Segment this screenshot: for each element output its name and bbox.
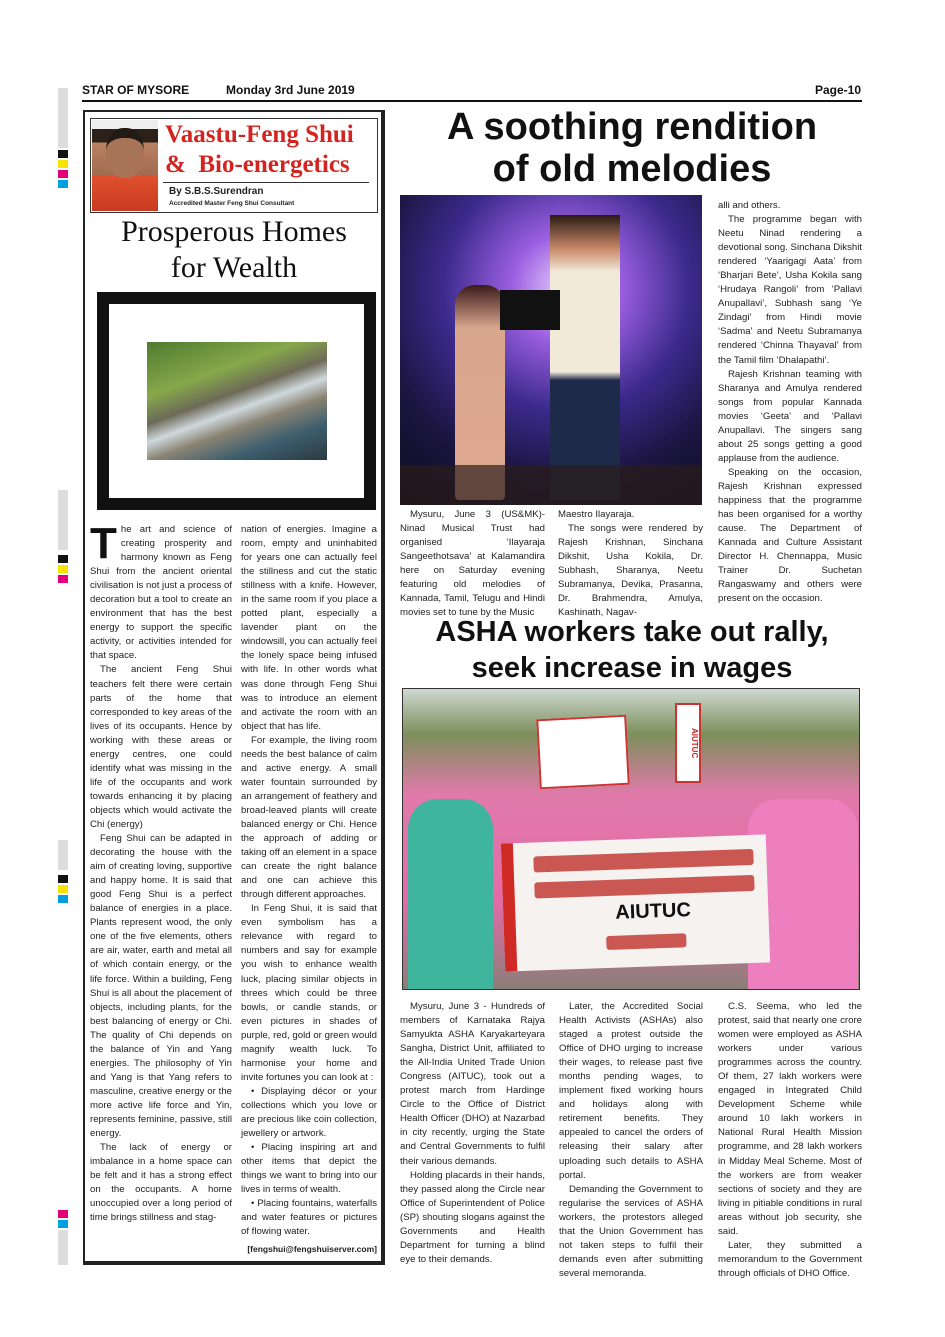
stage-floor	[400, 465, 702, 505]
asha-col3	[718, 1000, 862, 1281]
asha-headline	[390, 614, 874, 686]
headline-line: of old melodies	[492, 148, 772, 190]
byline: By S.B.S.Surendran	[169, 186, 264, 197]
paragraph: The songs were rendered by Rajesh Krishnan, Sinchana Dikshit, Usha Kokila, Dr. Subhash, Sharanya, Neetu Subramanya, Devika, Prasanna, Dr. Brahmendra, Amulya, Kashinath, Nagav-	[558, 523, 703, 619]
paragraph: nation of energies. Imagine a room, empty and uninhabited for years one can actually feel the stillness and cut the static stillness with a knife. However, in the same room if you place a potted plant, especially a lavender plant on the windowsill, you can actually feel the lonely space being infused with life. In other words what was done through Feng Shui was to introduce an element and activate the room with an object that has life.	[241, 524, 377, 732]
registration-mark	[58, 170, 68, 178]
melodies-col1	[400, 508, 545, 620]
singer-male	[550, 215, 620, 500]
masthead-rule	[82, 100, 862, 102]
paragraph: For example, the living room needs the best balance of calm and active energy. A small water fountain surrounded by an arrangement of feathery and broad-leaved plants will create balanced energy or Chi. Hence the approach of adding or taking off an element in a space can create the right balance and one can achieve this through different approaches.	[241, 734, 377, 901]
paragraph: The lack of energy or imbalance in a home space can be felt and it has a strong effect on the occupants. A home unoccupied over a long period of time brings stillness and stag-	[90, 1142, 232, 1224]
registration-bar	[58, 490, 68, 550]
paragraph: Holding placards in their hands, they passed along the Circle near Office of Superintendent of Police (SP) shouting slogans against the Governments and Health Department for turning a blind eye to their demands.	[400, 1169, 545, 1265]
paragraph: Mysuru, June 3 (US&MK)- Ninad Musical Trust had organised ‘Ilayaraja Sangeethotsava’ at Kalamandira here on Saturday evening featuring old melodies of Kannada, Tamil, Telugu and Hindi movies set to tune by the Music	[400, 509, 545, 619]
registration-bar	[58, 1230, 68, 1265]
banner-aiutuc: AIUTUC	[614, 899, 692, 924]
fengshui-headline	[88, 214, 380, 286]
registration-mark	[58, 1220, 68, 1228]
fengshui-col1	[90, 519, 232, 1225]
drop-cap: T	[90, 519, 117, 568]
divider	[163, 182, 369, 183]
paragraph: Later, the Accredited Social Health Activists (ASHAs) also staged a protest outside the Office of DHO urging to increase their wages, to release past five months pending wages, to implement fixed working hours and holidays along with retirement benefits. They appealed to cancel the orders of releasing their salary after uploading such details to ASHA portal.	[559, 1001, 703, 1181]
paragraph: Rajesh Krishnan teaming with Sharanya and Amulya rendered songs from popular Kannada movies ‘Geeta’ and ‘Pallavi Anupallavi. The singers sang about 25 songs getting a good applause from the audience.	[718, 368, 862, 464]
column-title-line1: Vaastu-Feng Shui	[165, 121, 354, 148]
registration-mark	[58, 565, 68, 573]
framed-picture	[97, 292, 376, 510]
registration-mark	[58, 180, 68, 188]
column-header	[90, 118, 378, 213]
melodies-col2	[558, 508, 703, 620]
page-number: Page-10	[814, 83, 861, 97]
paragraph: The programme began with Neetu Ninad rendering a devotional song. Sinchana Dikshit rendered ‘Yaarigagi Aata’ from ‘Bharjari Bete’, Usha Kokila sang ‘Hrudaya Rangoli’ from ‘Pallavi Anupallavi’, Subhash sang ‘Ye Zindagi’ from Hindi movie ‘Sadma’ and Neetu Subramanya rendered ‘Chinna Thayaval’ from the Tamil film ‘Dhalapathi’.	[718, 214, 862, 366]
registration-mark	[58, 875, 68, 883]
registration-mark	[58, 885, 68, 893]
fengshui-col2	[241, 523, 377, 1256]
paragraph: The ancient Feng Shui teachers felt there were certain parts of the home that corresponded to key areas of the lives of its occupants. Hence by working with these areas or energy centres, one could identify what was missing in the life of the occupants and work towards enhancing it by placing objects which would activate the Chi (energy)	[90, 664, 232, 830]
paper-name: STAR OF MYSORE	[82, 83, 190, 97]
music-stand	[500, 290, 560, 330]
placard	[536, 715, 630, 790]
bullet-item: • Placing inspiring art and other items that depict the things we want to bring into our lives in terms of wealth.	[241, 1142, 377, 1196]
registration-mark	[58, 895, 68, 903]
registration-bar	[58, 840, 68, 870]
melodies-headline	[390, 106, 874, 190]
paragraph: Mysuru, June 3 - Hundreds of members of Karnataka Rajya Samyukta ASHA Karyakarteyara Sangha, District Unit, affiliated to the All-India United Trade Union Congress (AITUC), took out a protest march from Hardinge Circle to the Office of District Health Officer (DHO) at Nazarbad in city recently, urging the State and Central Governments to fulfil their various demands.	[400, 1001, 545, 1167]
concert-photo	[400, 195, 702, 505]
bullet-item: • Displaying décor or your collections which you love or are precious like coin collection, jewellery or artwork.	[241, 1085, 377, 1140]
paragraph: Maestro Ilayaraja.	[558, 509, 635, 520]
paragraph: C.S. Seema, who led the protest, said that nearly one crore women were employed as ASHA workers under various programmes across the country. Of them, 27 lakh workers were engaged in Integrated Child Development Scheme while around 10 lakh workers in National Rural Health Mission programme, and 28 lakh workers in Midday Meal Scheme. Most of the workers are from weaker sections of society and they are living in pitiable conditions in rural areas without job security, she said.	[718, 1001, 862, 1237]
asha-col1	[400, 1000, 545, 1267]
paragraph: Later, they submitted a memorandum to the Government through officials of DHO Office.	[718, 1239, 862, 1279]
headline-line: ASHA workers take out rally,	[435, 616, 829, 648]
registration-mark	[58, 575, 68, 583]
registration-mark	[58, 150, 68, 158]
registration-mark	[58, 160, 68, 168]
issue-date: Monday 3rd June 2019	[226, 83, 355, 97]
paragraph: Speaking on the occasion, Rajesh Krishnan expressed happiness that the programme has been organised for a worthy cause. The Department of Kannada and Culture Assistant Director H. Chennappa, Music Trainer Dr. Suchetan Rangaswamy and others were present on the occasion.	[718, 466, 862, 605]
paragraph: he art and science of creating prosperity and harmony known as Feng Shui from the ancient oriental civilisation is not just a process of decoration but a tool to create an environment that has the best energy to support the specific activity, or activities intended for that space.	[90, 524, 232, 662]
paragraph: alli and others.	[718, 200, 781, 211]
paragraph: In Feng Shui, it is said that even symbolism has a relevance with regard to numbers and say for example you wish to enhance wealth luck, placing similar objects in threes which could be three bowls, or candle stands, or even pictures in shades of purple, red, gold or green would magnify wealth luck. To harmonise your home and invite fortunes you can look at :	[241, 903, 377, 1083]
headline-line: Prosperous Homes	[121, 215, 347, 248]
columnist-credential: Accredited Master Feng Shui Consultant	[169, 200, 295, 207]
melodies-col3	[718, 199, 862, 606]
author-email[interactable]: [fengshui@fengshuiserver.com]	[247, 1244, 377, 1255]
registration-mark	[58, 555, 68, 563]
column-title-line2: & Bio-energetics	[165, 151, 350, 178]
placard-aiutuc: AIUTUC	[675, 703, 701, 783]
protest-banner	[501, 834, 770, 971]
paragraph: Demanding the Government to regularise the services of ASHA workers, the protestors alleged that the Union Government has not taken steps to fulfil their demands even after submitting several memoranda.	[559, 1183, 703, 1279]
waterfall-image	[147, 342, 327, 460]
protester	[408, 799, 493, 990]
protest-photo	[402, 688, 860, 990]
paragraph: Feng Shui can be adapted in decorating the house with the aim of creating loving, supportive and happy home. It is said that good Feng Shui is a perfect balance of energies in a place. Plants represent wood, the only one of the five elements, others are air, water, earth and metal all of which contain energy, or the life force. Within a building, Feng Shui is all about the placement of objects, including plants, for the best balancing of energy or Chi. The quality of Chi depends on the balance of Yin and Yang energies. The philosophy of Yin and Yang is that Yang refers to masculine, creative energy or the more active life force and Yin, represents feminine, passive, still energy.	[90, 833, 232, 1140]
registration-bar	[58, 88, 68, 148]
registration-mark	[58, 1210, 68, 1218]
columnist-photo	[92, 120, 158, 211]
headline-line: A soothing rendition	[446, 106, 818, 148]
asha-col2	[559, 1000, 703, 1281]
headline-line: for Wealth	[170, 251, 298, 284]
headline-line: seek increase in wages	[471, 652, 793, 684]
bullet-item: • Placing fountains, waterfalls and water features or pictures of flowing water.	[241, 1198, 377, 1238]
